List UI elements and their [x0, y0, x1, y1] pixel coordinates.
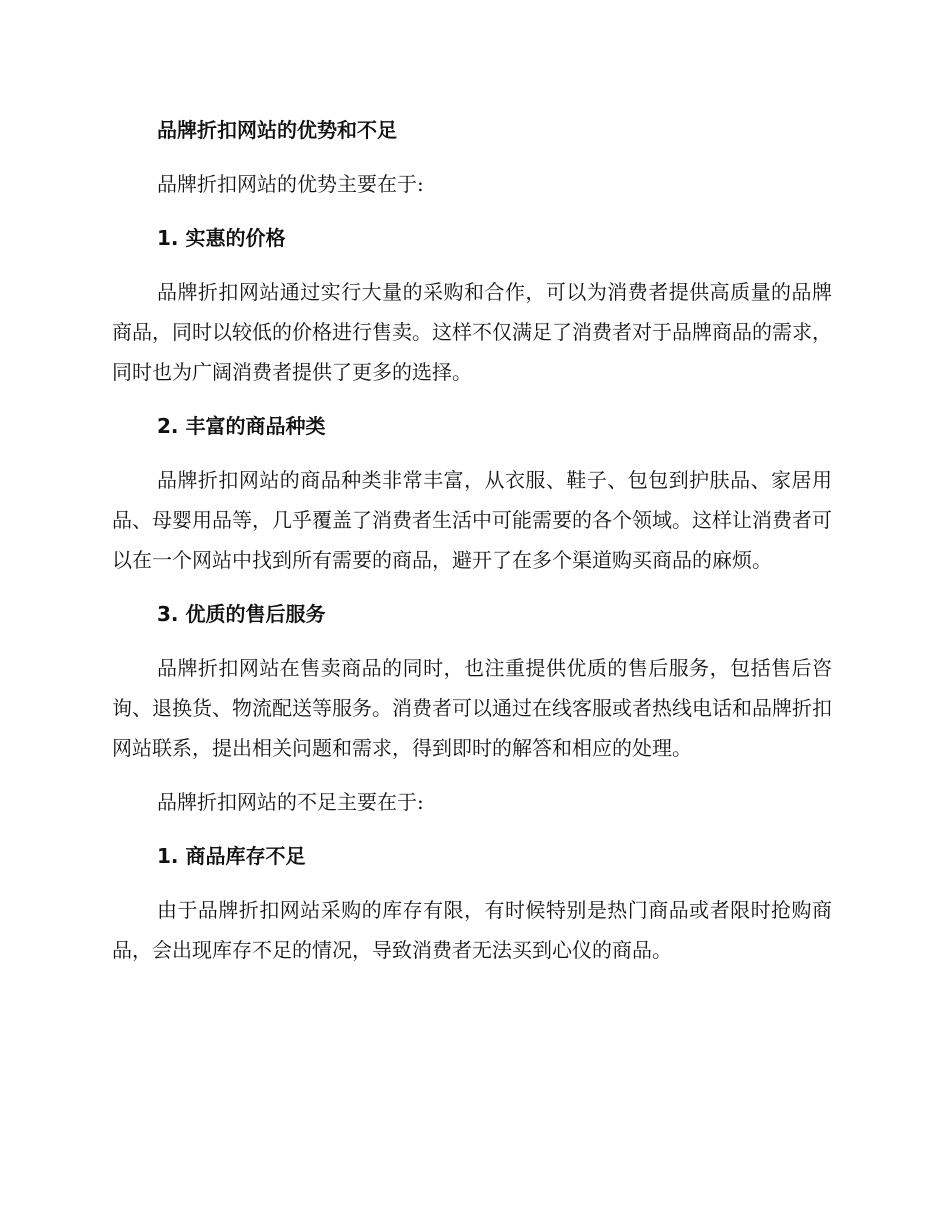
advantage-heading-2: 2. 丰富的商品种类	[157, 414, 326, 438]
advantage-body-1: 品牌折扣网站通过实行大量的采购和合作，可以为消费者提供高质量的品牌商品，同时以较低的价格进行售卖。这样不仅满足了消费者对于品牌商品的需求，同时也为广阔消费者提供了更多的选择。	[112, 280, 832, 384]
advantage-heading-1: 1. 实惠的价格	[157, 226, 286, 250]
disadvantage-heading-1: 1. 商品库存不足	[157, 844, 306, 868]
advantages-intro: 品牌折扣网站的优势主要在于:	[157, 172, 424, 196]
advantage-heading-3: 3. 优质的售后服务	[157, 602, 326, 626]
disadvantage-body-1: 由于品牌折扣网站采购的库存有限，有时候特别是热门商品或者限时抢购商品，会出现库存不足的情况，导致消费者无法买到心仪的商品。	[112, 898, 832, 962]
disadvantages-intro: 品牌折扣网站的不足主要在于:	[157, 790, 424, 814]
advantage-body-2: 品牌折扣网站的商品种类非常丰富，从衣服、鞋子、包包到护肤品、家居用品、母婴用品等，几乎覆盖了消费者生活中可能需要的各个领域。这样让消费者可以在一个网站中找到所有需要的商品，避开了在多个渠道购买商品的麻烦。	[112, 468, 832, 572]
document-title: 品牌折扣网站的优势和不足	[157, 118, 397, 142]
advantage-body-3: 品牌折扣网站在售卖商品的同时，也注重提供优质的售后服务，包括售后咨询、退换货、物流配送等服务。消费者可以通过在线客服或者热线电话和品牌折扣网站联系，提出相关问题和需求，得到即时的解答和相应的处理。	[112, 656, 832, 760]
